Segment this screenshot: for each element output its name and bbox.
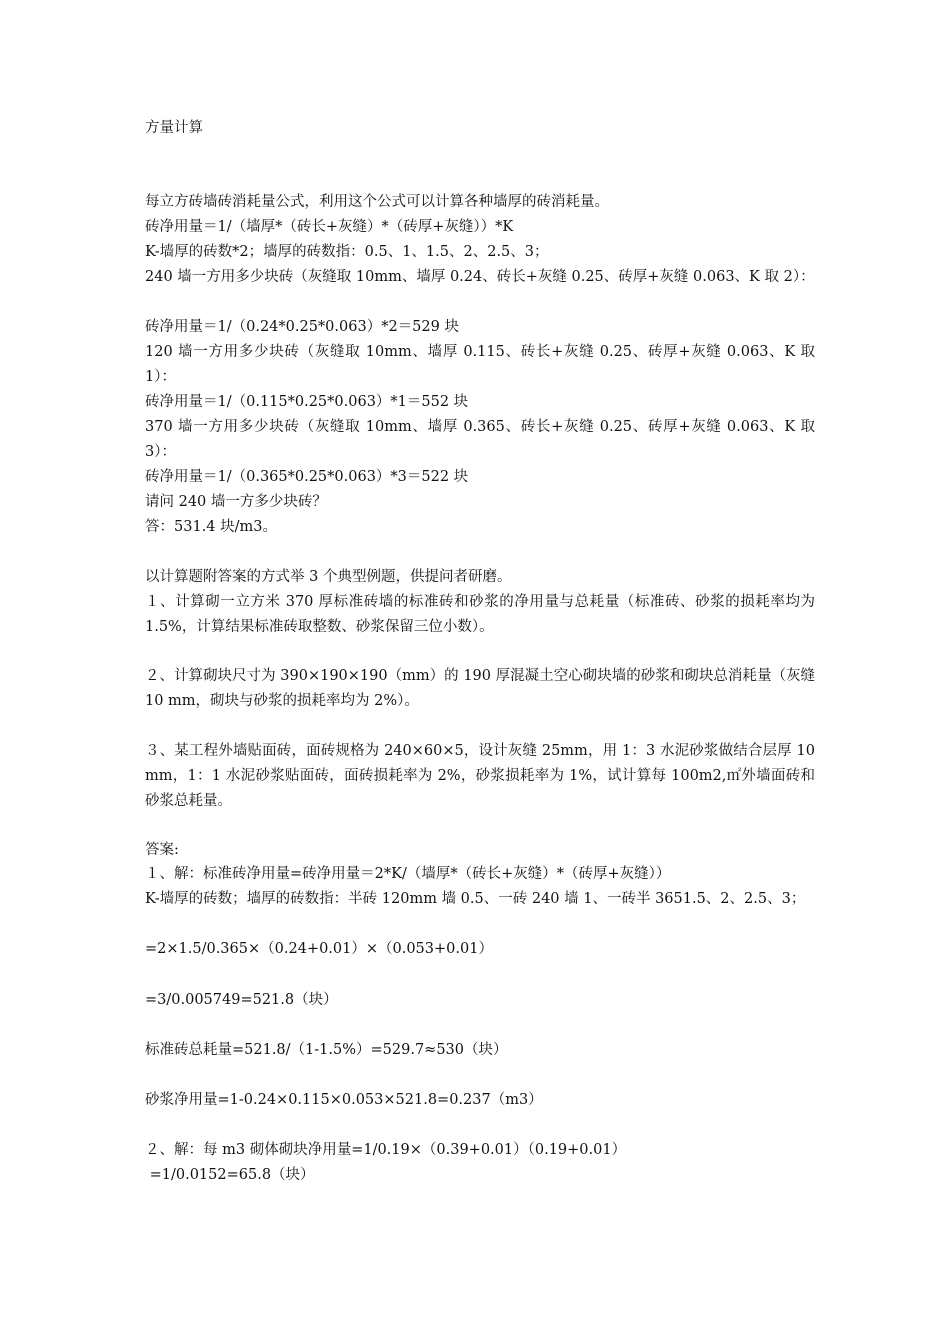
paragraph-solution-1: １、解：标准砖净用量=砖净用量＝2*K/（墙厚*（砖长+灰缝）*（砖厚+灰缝）） [145, 866, 671, 882]
paragraph-solution-1-step-1: =2×1.5/0.365×（0.24+0.01）×（0.053+0.01） [145, 941, 493, 957]
paragraph-240-question: 240 墙一方用多少块砖（灰缝取 10mm、墙厚 0.24、砖长+灰缝 0.25、砖厚+灰缝 0.063、K 取 2）： [145, 269, 815, 285]
paragraph-k-definition: K-墙厚的砖数*2；墙厚的砖数指：0.5、1、1.5、2、2.5、3； [145, 244, 549, 260]
paragraph-solution-1-total: 标准砖总耗量=521.8/（1-1.5%）=529.7≈530（块） [145, 1042, 508, 1058]
paragraph-example-3: ３、某工程外墙贴面砖，面砖规格为 240×60×5，设计灰缝 25mm，用 1：3 水泥砂浆做结合层厚 10 mm，1：1 水泥砂浆贴面砖，面砖损耗率为 2%，砂浆损耗率为 1%，试计算每 100m2,㎡外墙面砖和砂浆总耗量。 [145, 743, 815, 809]
paragraph-question: 请问 240 墙一方多少块砖？ [145, 494, 327, 510]
paragraph-370-question: 370 墙一方用多少块砖（灰缝取 10mm、墙厚 0.365、砖长+灰缝 0.25、砖厚+灰缝 0.063、K 取 3）： [145, 419, 815, 460]
paragraph-examples-intro: 以计算题附答案的方式举 3 个典型例题，供提问者研磨。 [145, 569, 512, 585]
paragraph-answer: 答：531.4 块/m3。 [145, 519, 277, 535]
paragraph-formula: 砖净用量＝1/（墙厚*（砖长+灰缝）*（砖厚+灰缝））*K [145, 219, 514, 235]
paragraph-solution-2-step-1: =1/0.0152=65.8（块） [145, 1167, 315, 1183]
paragraph-answers-heading: 答案: [145, 842, 179, 858]
paragraph-solution-1-step-2: =3/0.005749=521.8（块） [145, 992, 338, 1008]
paragraph-solution-1-mortar: 砂浆净用量=1-0.24×0.115×0.053×521.8=0.237（m3） [145, 1092, 543, 1108]
paragraph-solution-1-k: K-墙厚的砖数；墙厚的砖数指：半砖 120mm 墙 0.5、一砖 240 墙 1、一砖半 3651.5、2、2.5、3； [145, 891, 806, 907]
paragraph-120-question: 120 墙一方用多少块砖（灰缝取 10mm、墙厚 0.115、砖长+灰缝 0.25、砖厚+灰缝 0.063、K 取 1）： [145, 344, 815, 385]
paragraph-example-2: ２、计算砌块尺寸为 390×190×190（mm）的 190 厚混凝土空心砌块墙的砂浆和砌块总消耗量（灰缝 10 mm，砌块与砂浆的损耗率均为 2%）。 [145, 668, 815, 709]
document-title: 方量计算 [145, 120, 203, 136]
paragraph-solution-2: ２、解：每 m3 砌体砌块净用量=1/0.19×（0.39+0.01）（0.19+0.01） [145, 1142, 627, 1158]
paragraph-120-answer: 砖净用量＝1/（0.115*0.25*0.063）*1＝552 块 [145, 394, 469, 410]
paragraph-240-answer: 砖净用量＝1/（0.24*0.25*0.063）*2＝529 块 [145, 319, 459, 335]
paragraph-example-1: １、计算砌一立方米 370 厚标准砖墙的标准砖和砂浆的净用量与总耗量（标准砖、砂浆的损耗率均为 1.5%，计算结果标准砖取整数、砂浆保留三位小数）。 [145, 594, 815, 635]
paragraph-formula-intro: 每立方砖墙砖消耗量公式，利用这个公式可以计算各种墙厚的砖消耗量。 [145, 194, 609, 210]
paragraph-370-answer: 砖净用量＝1/（0.365*0.25*0.063）*3＝522 块 [145, 469, 469, 485]
